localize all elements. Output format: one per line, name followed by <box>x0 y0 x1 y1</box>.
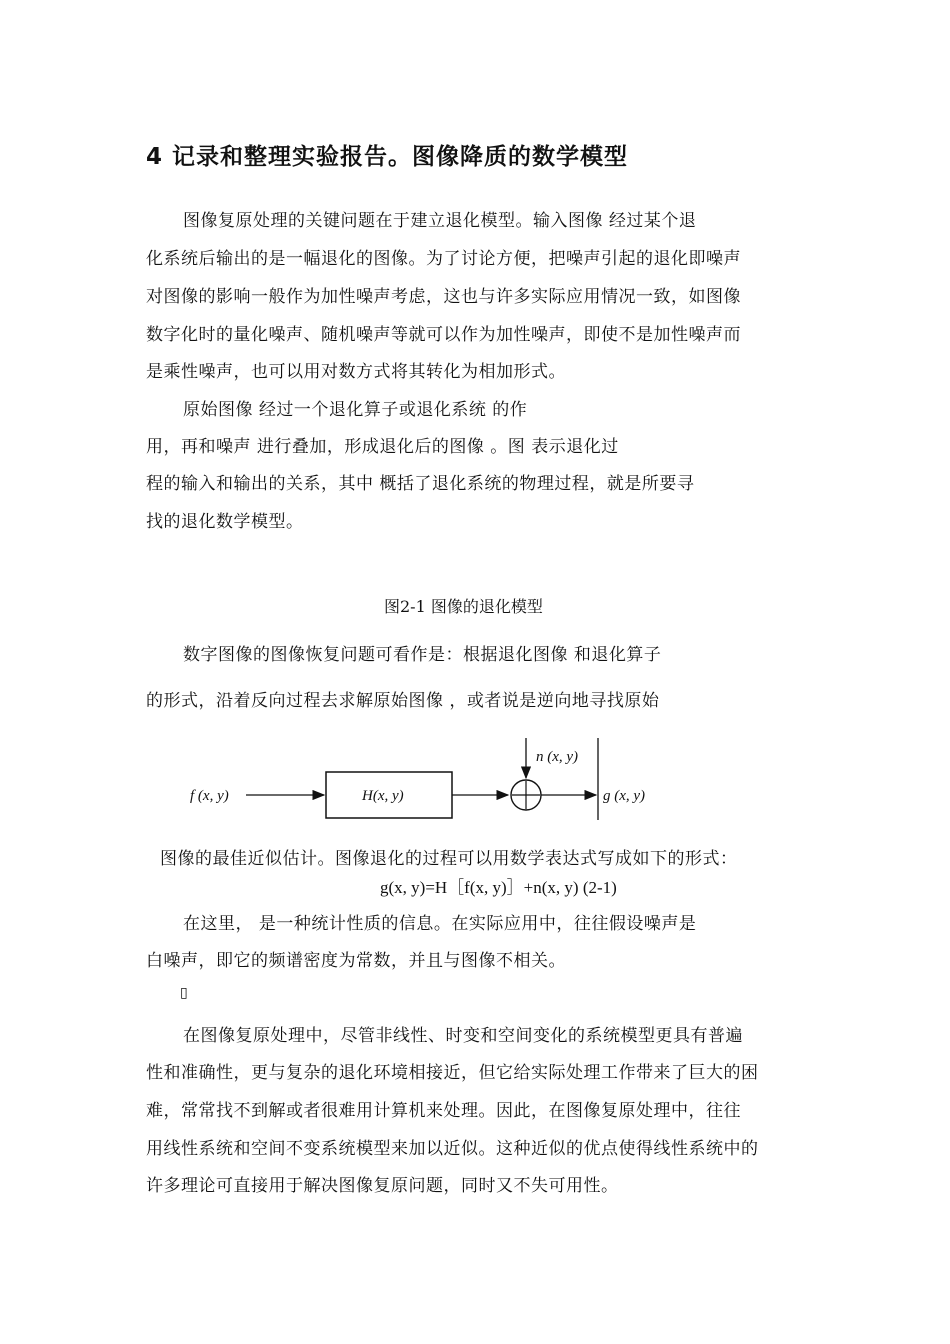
paragraph-line: 对图像的影响一般作为加性噪声考虑，这也与许多实际应用情况一致，如图像 <box>146 287 741 307</box>
paragraph-line: 化系统后输出的是一幅退化的图像。为了讨论方便，把噪声引起的退化即噪声 <box>146 249 741 269</box>
paragraph-line: 的形式，沿着反向过程去求解原始图像 ，或者说是逆向地寻找原始 <box>146 691 660 711</box>
empty-mark: ▯ <box>180 985 188 1001</box>
figure-caption: 图2-1 图像的退化模型 <box>384 597 543 616</box>
paragraph-line: 图像复原处理的关键问题在于建立退化模型。输入图像 经过某个退 <box>183 211 697 231</box>
paragraph-line: 许多理论可直接用于解决图像复原问题，同时又不失可用性。 <box>146 1176 619 1196</box>
paragraph-line: 数字图像的图像恢复问题可看作是：根据退化图像 和退化算子 <box>183 645 662 665</box>
paragraph-line: 难，常常找不到解或者很难用计算机来处理。因此，在图像复原处理中，往往 <box>146 1101 741 1121</box>
paragraph-line: 数字化时的量化噪声、随机噪声等就可以作为加性噪声，即使不是加性噪声而 <box>146 325 741 345</box>
noise-label: n (x, y) <box>536 749 579 765</box>
input-label: f (x, y) <box>190 788 229 804</box>
paragraph-line: 是乘性噪声，也可以用对数方式将其转化为相加形式。 <box>146 362 566 382</box>
paragraph-line: 用，再和噪声 进行叠加，形成退化后的图像 。图 表示退化过 <box>146 437 619 457</box>
equation-2-1: g(x, y)=H［f(x, y)］+n(x, y) (2-1) <box>380 878 617 897</box>
paragraph-line: 白噪声，即它的频谱密度为常数，并且与图像不相关。 <box>146 951 566 971</box>
paragraph-line: 在图像复原处理中，尽管非线性、时变和空间变化的系统模型更具有普遍 <box>183 1026 743 1046</box>
paragraph-line: 在这里， 是一种统计性质的信息。在实际应用中，往往假设噪声是 <box>183 914 697 934</box>
paragraph-line: 用线性系统和空间不变系统模型来加以近似。这种近似的优点使得线性系统中的 <box>146 1139 759 1159</box>
paragraph-line: 找的退化数学模型。 <box>146 512 304 532</box>
output-label: g (x, y) <box>603 788 646 804</box>
section-heading: 4 记录和整理实验报告。图像降质的数学模型 <box>146 144 629 170</box>
paragraph-line: 程的输入和输出的关系，其中 概括了退化系统的物理过程，就是所要寻 <box>146 474 695 494</box>
paragraph-line: 图像的最佳近似估计。图像退化的过程可以用数学表达式写成如下的形式： <box>160 849 738 869</box>
system-label: H(x, y) <box>362 788 404 804</box>
paragraph-line: 原始图像 经过一个退化算子或退化系统 的作 <box>183 400 528 420</box>
paragraph-line: 性和准确性，更与复杂的退化环境相接近，但它给实际处理工作带来了巨大的困 <box>146 1063 759 1083</box>
